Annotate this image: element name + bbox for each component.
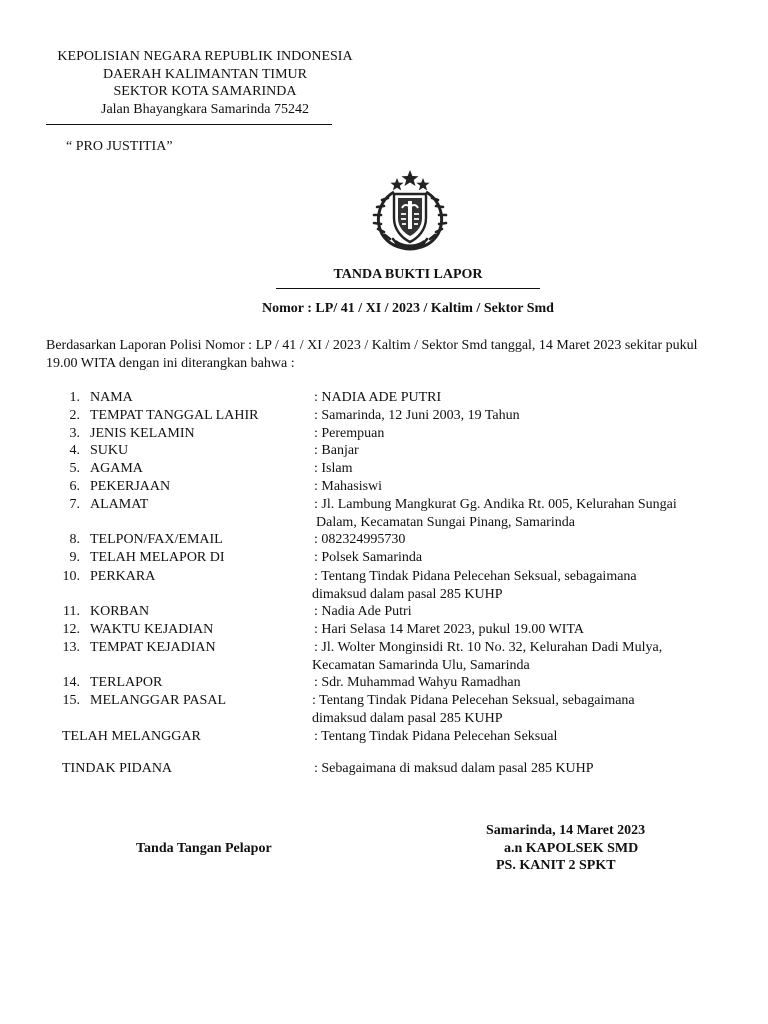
field-jenis-kelamin [0,425,768,443]
field-value: : Jl. Lambung Mangkurat Gg. Andika Rt. 005, Kelurahan Sungai [314,497,677,512]
field-number: 3. [69,426,80,441]
field-value: : Tentang Tindak Pidana Pelecehan Seksual [314,729,558,744]
field-tempat-kejadian [0,639,768,675]
field-label: PERKARA [90,569,156,584]
field-label: KORBAN [90,604,150,619]
letterhead-line-3: SEKTOR KOTA SAMARINDA [113,84,297,99]
field-melanggar-pasal [0,692,768,728]
police-crest-icon [364,168,456,252]
field-value: : 082324995730 [314,532,406,547]
field-value-continued: Dalam, Kecamatan Sungai Pinang, Samarinda [316,515,575,530]
field-tindak-pidana [0,760,768,778]
field-value-continued: Kecamatan Samarinda Ulu, Samarinda [312,658,530,673]
field-pekerjaan [0,478,768,496]
field-value: : Polsek Samarinda [314,550,423,565]
reporter-signature-label: Tanda Tangan Pelapor [136,841,272,856]
field-number: 14. [62,675,80,690]
letterhead-line-2: DAERAH KALIMANTAN TIMUR [103,66,307,82]
field-number: 11. [63,604,80,619]
signature-place-date: Samarinda, 14 Maret 2023 [486,823,646,838]
field-label: MELANGGAR PASAL [90,693,227,708]
field-value: : Perempuan [314,426,385,441]
field-label: TELPON/FAX/EMAIL [90,532,223,547]
field-label: NAMA [90,390,133,405]
field-telah-melapor-di [0,549,768,567]
field-label: TELAH MELANGGAR [62,729,201,744]
field-number: 6. [69,479,80,494]
field-label: JENIS KELAMIN [90,426,195,441]
field-telpon [0,531,768,549]
field-number: 10. [62,569,80,584]
field-alamat [0,496,768,532]
field-label: TEMPAT KEJADIAN [90,640,216,655]
field-number: 13. [62,640,80,655]
field-value: : Islam [314,461,353,476]
field-value: : Tentang Tindak Pidana Pelecehan Seksual, sebagaimana [314,569,637,584]
field-value: : Samarinda, 12 Juni 2003, 19 Tahun [314,408,520,423]
field-label: PEKERJAAN [90,479,171,494]
field-label: TINDAK PIDANA [62,761,173,776]
letterhead-divider [46,124,332,125]
field-number: 2. [69,408,80,423]
field-number: 12. [62,622,80,637]
field-value: : Mahasiswi [314,479,383,494]
field-korban [0,603,768,621]
field-value: : Tentang Tindak Pidana Pelecehan Seksual, sebagaimana [312,693,635,708]
letterhead [46,48,364,118]
field-telah-melanggar [0,728,768,746]
field-number: 7. [69,497,80,512]
field-perkara [0,568,768,604]
field-value-continued: dimaksud dalam pasal 285 KUHP [312,587,503,602]
field-value: : Jl. Wolter Monginsidi Rt. 10 No. 32, Kelurahan Dadi Mulya, [314,640,663,655]
field-label: TEMPAT TANGGAL LAHIR [90,408,259,423]
field-number: 1. [69,390,80,405]
field-agama [0,460,768,478]
pro-justitia: “ PRO JUSTITIA” [66,139,173,154]
field-number: 15. [62,693,80,708]
field-waktu-kejadian [0,621,768,639]
field-label: TELAH MELAPOR DI [90,550,225,565]
field-value-continued: dimaksud dalam pasal 285 KUHP [312,711,503,726]
field-number: 8. [69,532,80,547]
field-value: : Banjar [314,443,359,458]
field-number: 9. [69,550,80,565]
letterhead-line-4: Jalan Bhayangkara Samarinda 75242 [101,101,309,117]
field-suku [0,442,768,460]
title-underline [276,288,540,289]
field-label: WAKTU KEJADIAN [90,622,214,637]
field-value: : Hari Selasa 14 Maret 2023, pukul 19.00 WITA [314,622,585,637]
field-value: : Sdr. Muhammad Wahyu Ramadhan [314,675,521,690]
letterhead-line-1: KEPOLISIAN NEGARA REPUBLIK INDONESIA [57,49,353,64]
field-label: TERLAPOR [90,675,163,690]
field-nama [0,389,768,407]
document-title: TANDA BUKTI LAPOR [333,267,483,282]
field-label: ALAMAT [90,497,149,512]
field-label: AGAMA [90,461,143,476]
field-number: 5. [69,461,80,476]
signature-position: PS. KANIT 2 SPKT [496,858,616,873]
field-label: SUKU [90,443,129,458]
official-signature-block [470,822,674,875]
field-value: : NADIA ADE PUTRI [314,390,442,405]
signature-on-behalf: a.n KAPOLSEK SMD [504,840,639,856]
field-value: : Nadia Ade Putri [314,604,412,619]
report-number: Nomor : LP/ 41 / XI / 2023 / Kaltim / Sektor Smd [262,301,554,316]
intro-paragraph: Berdasarkan Laporan Polisi Nomor : LP / 41 / XI / 2023 / Kaltim / Sektor Smd tanggal, 14 Maret 2023 sekitar pukul 19.00 WITA dengan ini diterangkan bahwa : [46,338,698,371]
field-tempat-tanggal-lahir [0,407,768,425]
field-value: : Sebagaimana di maksud dalam pasal 285 KUHP [314,761,594,776]
field-number: 4. [69,443,80,458]
field-terlapor [0,674,768,692]
